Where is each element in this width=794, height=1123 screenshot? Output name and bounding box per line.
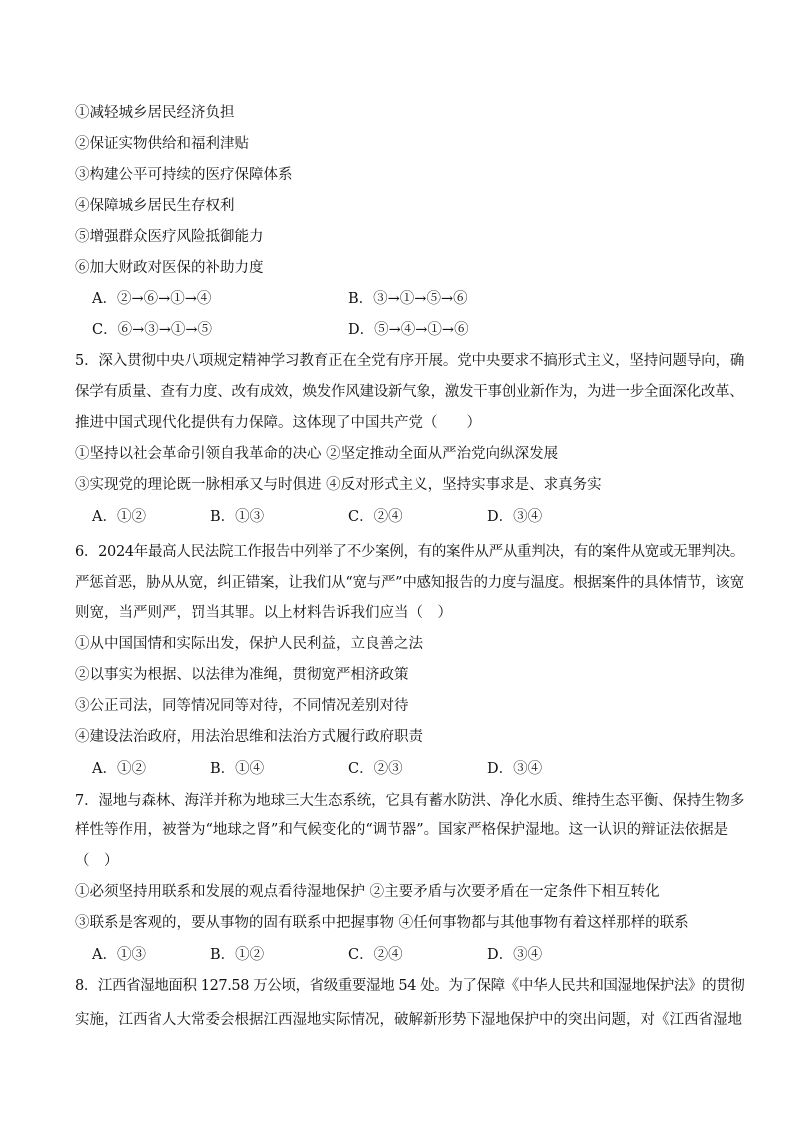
q7-item-row-2: ③联系是客观的，要从事物的固有联系中把握事物 ④任何事物都与其他事物有着这样那样的联系 [75, 915, 689, 931]
q6-item-3: ③公正司法，同等情况同等对待，不同情况差别对待 [75, 698, 409, 714]
q4-item-2: ②保证实物供给和福利津贴 [75, 136, 249, 152]
q6-item-2: ②以事实为根据、以法律为准绳，贯彻宽严相济政策 [75, 667, 409, 683]
q5-option-a: A．①② [92, 509, 146, 525]
q5-stem-line-1: 5．深入贯彻中央八项规定精神学习教育正在全党有序开展。党中央要求不搞形式主义，坚持问题导向，确 [75, 353, 745, 369]
q7-item-row-1: ①必须坚持用联系和发展的观点看待湿地保护 ②主要矛盾与次要矛盾在一定条件下相互转化 [75, 884, 660, 900]
q4-item-6: ⑥加大财政对医保的补助力度 [75, 260, 264, 276]
q7-stem-line-3: （ ） [75, 853, 119, 869]
q5-stem-line-3: 推进中国式现代化提供有力保障。这体现了中国共产党（ ） [75, 415, 481, 431]
q4-item-1: ①减轻城乡居民经济负担 [75, 105, 235, 121]
q6-stem-line-2: 严惩首恶，胁从从宽，纠正错案，让我们从“宽与严”中感知报告的力度与温度。根据案件的具体情节，该宽 [75, 575, 744, 591]
q4-option-d: D．⑤→④→①→⑥ [348, 322, 469, 338]
q5-option-d: D．③④ [487, 509, 543, 525]
q6-item-4: ④建设法治政府，用法治思维和法治方式履行政府职责 [75, 729, 423, 745]
q5-item-row-1: ①坚持以社会革命引领自我革命的决心 ②坚定推动全面从严治党向纵深发展 [75, 446, 559, 462]
q6-item-1: ①从中国国情和实际出发，保护人民利益，立良善之法 [75, 636, 423, 652]
q7-option-b: B．①② [210, 947, 265, 963]
q4-item-3: ③构建公平可持续的医疗保障体系 [75, 167, 293, 183]
q6-stem-line-3: 则宽，当严则严，罚当其罪。以上材料告诉我们应当（ ） [75, 605, 452, 621]
q8-stem-line-1: 8．江西省湿地面积 127.58 万公顷，省级重要湿地 54 处。为了保障《中华人民共和国湿地保护法》的贯彻 [75, 978, 745, 994]
q7-option-d: D．③④ [487, 947, 543, 963]
q4-option-c: C．⑥→③→①→⑤ [92, 322, 213, 338]
q6-option-c: C．②③ [348, 761, 403, 777]
q4-option-b: B．③→①→⑤→⑥ [348, 291, 468, 307]
q4-option-a: A．②→⑥→①→④ [92, 291, 212, 307]
q7-option-a: A．①③ [92, 947, 146, 963]
q7-stem-line-2: 样性等作用，被誉为“地球之肾”和气候变化的“调节器”。国家严格保护湿地。这一认识的辩证法依据是 [75, 822, 729, 838]
q4-item-5: ⑤增强群众医疗风险抵御能力 [75, 229, 264, 245]
q5-option-c: C．②④ [348, 509, 403, 525]
q5-option-b: B．①③ [210, 509, 265, 525]
q7-stem-line-1: 7．湿地与森林、海洋并称为地球三大生态系统，它具有蓄水防洪、净化水质、维持生态平衡、保持生物多 [75, 793, 745, 809]
q5-item-row-2: ③实现党的理论既一脉相承又与时俱进 ④反对形式主义，坚持实事求是、求真务实 [75, 477, 602, 493]
q6-option-a: A．①② [92, 761, 146, 777]
q4-item-4: ④保障城乡居民生存权利 [75, 198, 235, 214]
q8-stem-line-2: 实施，江西省人大常委会根据江西湿地实际情况，破解新形势下湿地保护中的突出问题，对《江西省湿地 [75, 1012, 742, 1028]
q6-option-b: B．①④ [210, 761, 265, 777]
q6-option-d: D．③④ [487, 761, 543, 777]
q6-stem-line-1: 6．2024年最高人民法院工作报告中列举了不少案例，有的案件从严从重判决，有的案件从宽或无罪判决。 [75, 544, 745, 560]
q5-stem-line-2: 保学有质量、查有力度、改有成效，焕发作风建设新气象，激发干事创业新作为，为进一步全面深化改革、 [75, 384, 744, 400]
q7-option-c: C．②④ [348, 947, 403, 963]
